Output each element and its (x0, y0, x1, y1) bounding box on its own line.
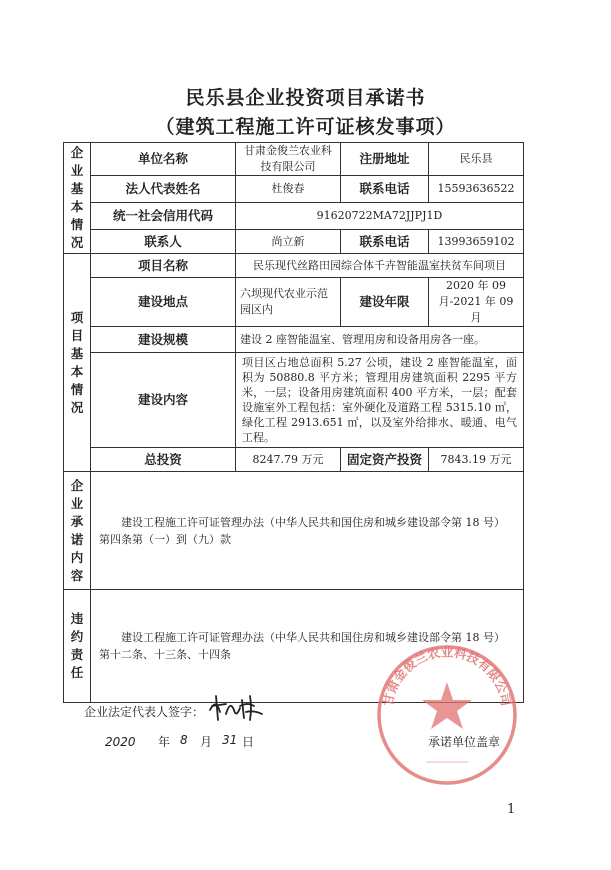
document-subtitle: （建筑工程施工许可证核发事项） (155, 116, 456, 138)
section-enterprise-info: 企 业 基 本 情 况 (64, 143, 91, 254)
contact-label: 联系人 (91, 230, 236, 254)
location-label: 建设地点 (91, 278, 236, 327)
page-number: 1 (507, 802, 516, 817)
unit-name-value: 甘肃金俊兰农业科技有限公司 (236, 143, 341, 176)
legal-rep-label: 法人代表姓名 (91, 176, 236, 203)
company-seal (372, 640, 522, 790)
credit-code-label: 统一社会信用代码 (91, 203, 236, 230)
reg-addr-value: 民乐县 (429, 143, 524, 176)
project-name-value: 民乐现代丝路田园综合体千卉智能温室扶贫车间项目 (236, 254, 524, 278)
handwritten-signature (206, 690, 268, 724)
date-month-unit: 月 (200, 735, 213, 749)
commitment-text: 建设工程施工许可证管理办法（中华人民共和国住房和城乡建设部令第 18 号）第四条第（一）到（九）款 (91, 472, 524, 590)
phone-value: 15593636522 (429, 176, 524, 203)
scale-label: 建设规模 (91, 327, 236, 353)
seal-org-text: 甘肃金俊兰农业科技有限公司 (380, 644, 514, 708)
credit-code-value: 91620722MA72JJPJ1D (236, 203, 524, 230)
date-day: 31 (222, 733, 238, 747)
content-label: 建设内容 (91, 353, 236, 448)
date-year: 2020 (105, 735, 136, 749)
stamp-label: 承诺单位盖章 (428, 735, 501, 749)
date-day-unit: 日 (242, 735, 255, 749)
date-month: 8 (180, 733, 188, 747)
section-commitment: 企 业 承 诺 内 容 (64, 472, 91, 590)
contact-phone-label: 联系电话 (341, 230, 429, 254)
section-violation: 违 约 责 任 (64, 590, 91, 703)
legal-rep-value: 杜俊春 (236, 176, 341, 203)
signature-label: 企业法定代表人签字： (84, 705, 205, 719)
period-value: 2020 年 09 月-2021 年 09 月 (429, 278, 524, 327)
total-investment-value: 8247.79 万元 (236, 448, 341, 472)
unit-name-label: 单位名称 (91, 143, 236, 176)
period-label: 建设年限 (341, 278, 429, 327)
contact-value: 尚立新 (236, 230, 341, 254)
violation-text: 建设工程施工许可证管理办法（中华人民共和国住房和城乡建设部令第 18 号）第十二条、十三条、十四条 (91, 590, 524, 703)
date-year-unit: 年 (158, 735, 171, 749)
reg-addr-label: 注册地址 (341, 143, 429, 176)
project-name-label: 项目名称 (91, 254, 236, 278)
commitment-table (63, 142, 524, 703)
section-project-info: 项 目 基 本 情 况 (64, 254, 91, 472)
scale-value: 建设 2 座智能温室、管理用房和设备用房各一座。 (236, 327, 524, 353)
fixed-investment-value: 7843.19 万元 (429, 448, 524, 472)
fixed-investment-label: 固定资产投资 (341, 448, 429, 472)
document-title: 民乐县企业投资项目承诺书 (185, 87, 426, 109)
location-value: 六坝现代农业示范园区内 (236, 278, 341, 327)
total-investment-label: 总投资 (91, 448, 236, 472)
contact-phone-value: 13993659102 (429, 230, 524, 254)
content-value: 项目区占地总面积 5.27 公顷，建设 2 座智能温室，面积为 50880.8 平方米；管理用房建筑面积 2295 平方米，一层；设备用房建筑面积 400 平方米，一层；配套设施室外工程包括：室外硬化及道路工程 5315.10 ㎡，绿化工程 2913.651 ㎡，以及室外给排水、暖通、电气工程。 (236, 353, 524, 448)
phone-label: 联系电话 (341, 176, 429, 203)
